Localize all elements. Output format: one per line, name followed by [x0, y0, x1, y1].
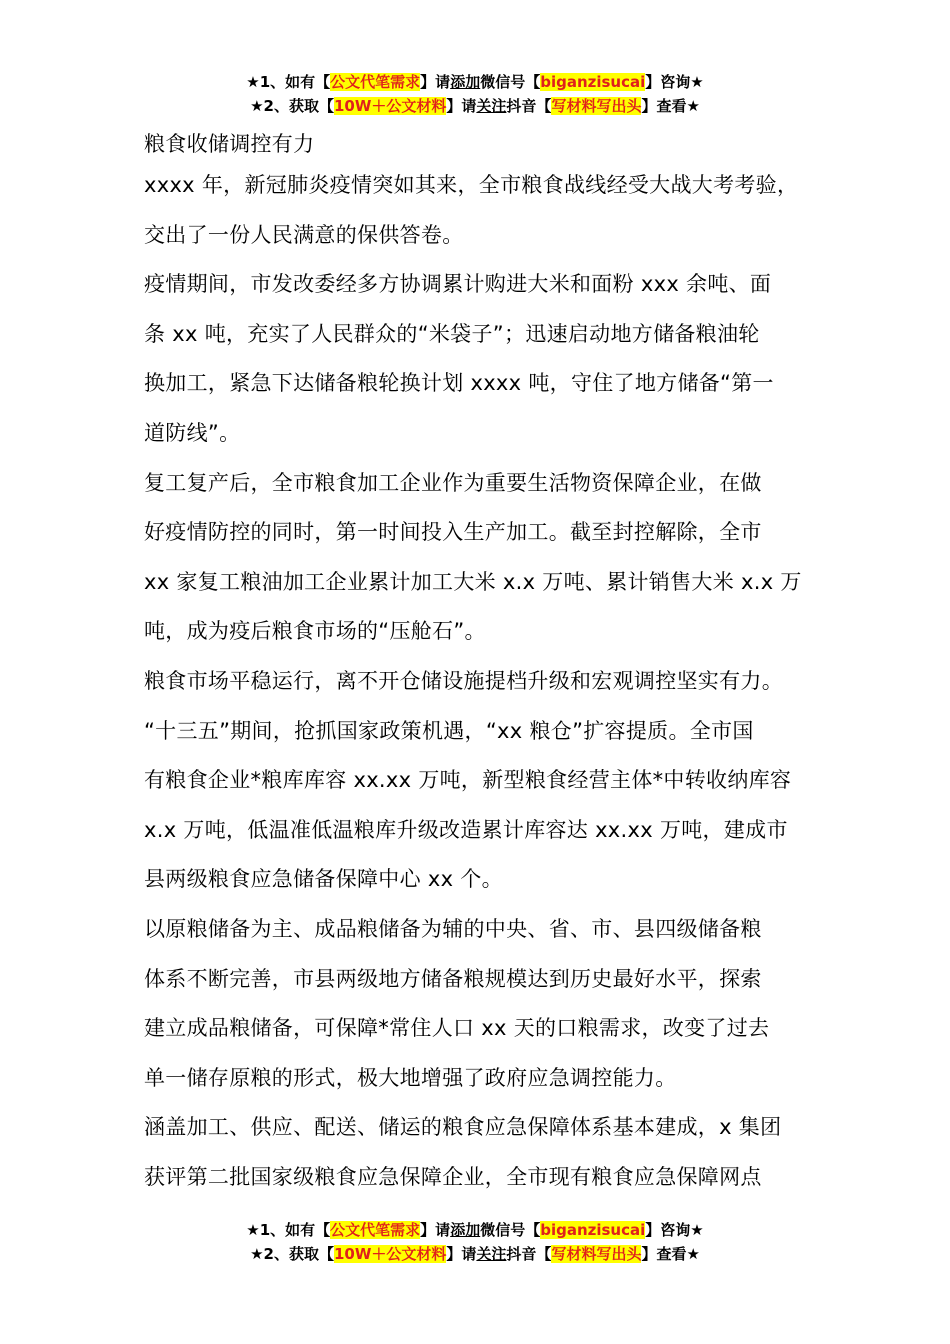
document-title: 粮食收储调控有力 [144, 132, 315, 156]
text-line: 复工复产后，全市粮食加工企业作为重要生活物资保障企业，在做 [144, 470, 762, 495]
document-body [144, 128, 844, 1202]
highlight-materials: 10W＋公文材料 [333, 97, 447, 115]
text-line: 粮食市场平稳运行，离不开仓储设施提档升级和宏观调控坚实有力。 [144, 668, 783, 693]
text-line: xxxx 年，新冠肺炎疫情突如其来，全市粮食战线经受大战大考考验， [144, 173, 799, 197]
banner-line-2: ★2、获取【10W＋公文材料】请关注抖音【写材料写出头】查看★ [250, 97, 700, 115]
text-line: 交出了一份人民满意的保供答卷。 [144, 222, 464, 247]
text-line: 道防线”。 [144, 420, 241, 445]
text-line: 体系不断完善，市县两级地方储备粮规模达到历史最好水平，探索 [144, 966, 762, 991]
text-line: 涵盖加工、供应、配送、储运的粮食应急保障体系基本建成，x 集团 [144, 1115, 782, 1140]
highlight-service: 公文代笔需求 [330, 73, 421, 91]
text-line: 好疫情防控的同时，第一时间投入生产加工。截至封控解除，全市 [144, 520, 762, 545]
text-line: x.x 万吨，低温准低温粮库升级改造累计库容达 xx.xx 万吨，建成市 [144, 817, 788, 842]
text-line: 吨，成为疫后粮食市场的“压舱石”。 [144, 619, 486, 644]
text-line: 条 xx 吨，充实了人民群众的“米袋子”；迅速启动地方储备粮油轮 [144, 321, 760, 346]
text-line: 县两级粮食应急储备保障中心 xx 个。 [144, 867, 503, 892]
highlight-douyin-account: 写材料写出头 [551, 1245, 642, 1263]
text-line: 有粮食企业*粮库库容 xx.xx 万吨，新型粮食经营主体*中转收纳库容 [144, 768, 792, 793]
text-line: 以原粮储备为主、成品粮储备为辅的中央、省、市、县四级储备粮 [144, 916, 762, 941]
banner-line-2: ★2、获取【10W＋公文材料】请关注抖音【写材料写出头】查看★ [250, 1245, 700, 1263]
highlight-wechat-id: biganzisucai [540, 73, 646, 91]
text-line: 获评第二批国家级粮食应急保障企业，全市现有粮食应急保障网点 [144, 1164, 762, 1189]
footer-banner [0, 1218, 950, 1266]
text-line: 建立成品粮储备，可保障*常住人口 xx 天的口粮需求，改变了过去 [144, 1016, 770, 1041]
highlight-douyin-account: 写材料写出头 [551, 97, 642, 115]
text-line: 疫情期间，市发改委经多方协调累计购进大米和面粉 xxx 余吨、面 [144, 272, 772, 297]
highlight-service: 公文代笔需求 [330, 1221, 421, 1239]
text-line: 换加工，紧急下达储备粮轮换计划 xxxx 吨，守住了地方储备“第一 [144, 371, 774, 396]
text-line: “十三五”期间，抢抓国家政策机遇，“xx 粮仓”扩容提质。全市国 [144, 718, 754, 743]
highlight-wechat-id: biganzisucai [540, 1221, 646, 1239]
text-line: 单一储存原粮的形式，极大地增强了政府应急调控能力。 [144, 1065, 677, 1090]
banner-line-1: ★1、如有【公文代笔需求】请添加微信号【biganzisucai】咨询★ [246, 73, 704, 91]
highlight-materials: 10W＋公文材料 [333, 1245, 447, 1263]
banner-line-1: ★1、如有【公文代笔需求】请添加微信号【biganzisucai】咨询★ [246, 1221, 704, 1239]
header-banner [0, 70, 950, 118]
text-line: xx 家复工粮油加工企业累计加工大米 x.x 万吨、累计销售大米 x.x 万 [144, 569, 802, 594]
